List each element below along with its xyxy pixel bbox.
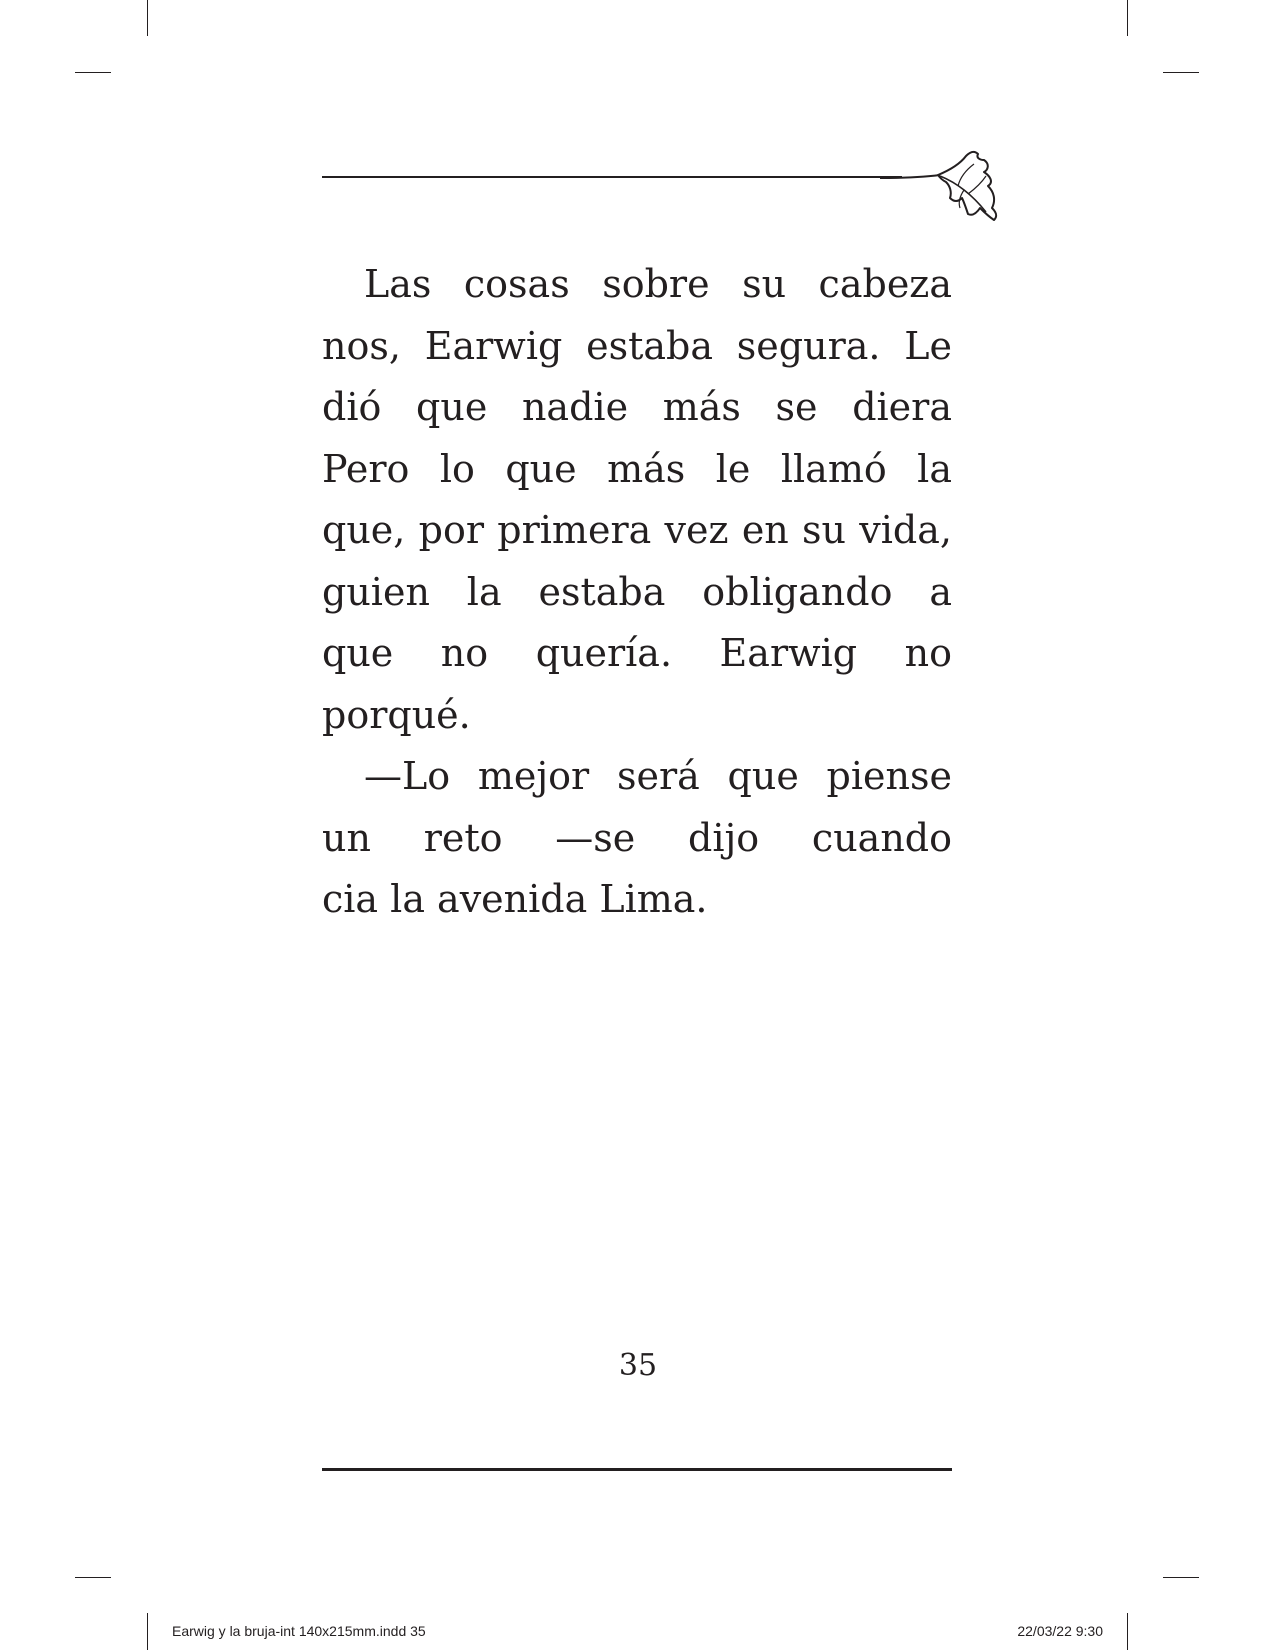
body-text — [322, 254, 952, 931]
text-line: nos, Earwig estaba segura. Le — [322, 323, 952, 368]
footer-rule — [322, 1468, 952, 1471]
text-line: dió que nadie más se diera — [322, 385, 952, 429]
text-line: Pero lo que más le llamó la — [322, 446, 952, 491]
crop-mark-top-right-vertical — [1127, 0, 1128, 36]
crop-mark-bottom-left-horizontal — [75, 1577, 111, 1578]
page-number: 35 — [618, 1348, 658, 1383]
crop-mark-bottom-right-horizontal — [1163, 1577, 1199, 1578]
crop-mark-bottom-left-vertical — [147, 1613, 148, 1650]
crop-mark-bottom-right-vertical — [1127, 1613, 1128, 1650]
slug-filename: Earwig y la bruja-int 140x215mm.indd 35 — [172, 1623, 426, 1639]
text-line: —Lo mejor será que piense — [364, 754, 952, 798]
text-line: cia la avenida Lima. — [322, 877, 708, 921]
text-line: que no quería. Earwig no — [322, 631, 952, 675]
crop-mark-top-right-horizontal — [1163, 72, 1199, 73]
header-rule — [322, 176, 902, 178]
text-line: que, por primera vez en su vida, — [322, 508, 952, 552]
text-line: Las cosas sobre su cabeza — [364, 262, 952, 306]
text-line: porqué. — [322, 692, 471, 737]
leaf-flourish-icon — [880, 142, 1000, 232]
text-line: guien la estaba obligando a — [322, 569, 952, 614]
slug-datetime: 22/03/22 9:30 — [1017, 1623, 1103, 1639]
text-line: un reto —se dijo cuando — [322, 815, 952, 860]
crop-mark-top-left-vertical — [147, 0, 148, 36]
crop-mark-top-left-horizontal — [75, 72, 111, 73]
